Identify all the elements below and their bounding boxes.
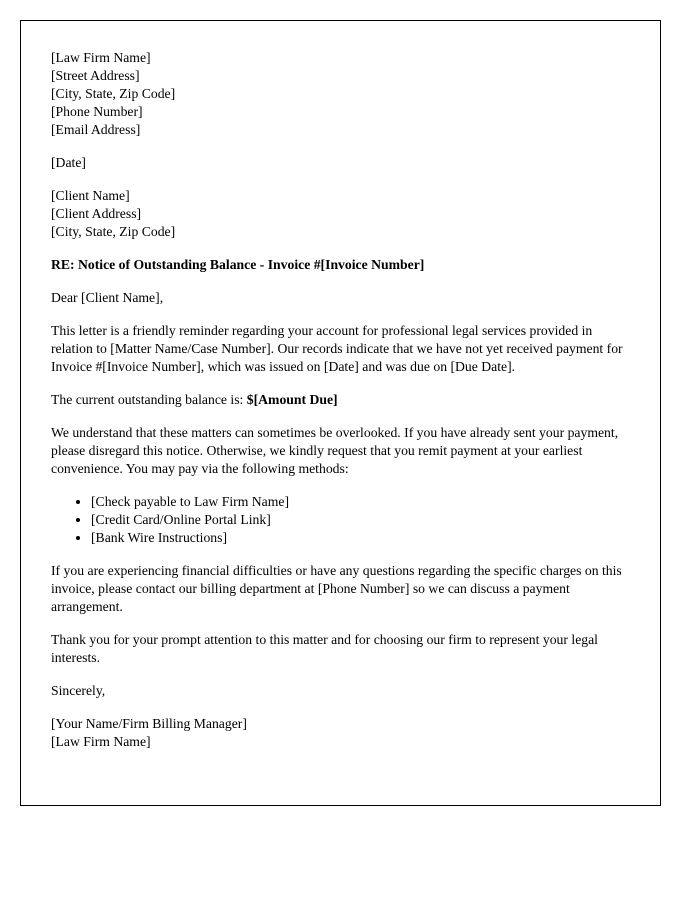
- sender-firm-name: [Law Firm Name]: [51, 50, 151, 65]
- balance-label: The current outstanding balance is:: [51, 392, 247, 407]
- recipient-name: [Client Name]: [51, 188, 130, 203]
- sender-email: [Email Address]: [51, 122, 141, 137]
- closing: Sincerely,: [51, 683, 106, 698]
- letter-body: [21, 21, 660, 751]
- balance-amount: $[Amount Due]: [246, 392, 338, 407]
- letter-border-frame: [20, 20, 661, 806]
- payment-method-card: • [Credit Card/Online Portal Link]: [91, 511, 630, 529]
- payment-method-check: • [Check payable to Law Firm Name]: [91, 493, 630, 511]
- paragraph-reminder: This letter is a friendly reminder regarding your account for professional legal services provided in relation to [Matter Name/Case Number]. Our records indicate that we have not yet received payment for Invoice #[Invoice Number], which was issued on [Date] and was due on [Due Date].: [51, 323, 623, 374]
- signature-firm-name: [Law Firm Name]: [51, 734, 151, 749]
- sender-address-block: [51, 49, 630, 139]
- payment-methods-list: [51, 493, 630, 547]
- paragraph-thanks: Thank you for your prompt attention to this matter and for choosing our firm to represent your legal interests.: [51, 632, 598, 665]
- salutation: Dear [Client Name],: [51, 290, 164, 305]
- paragraph-difficulties: If you are experiencing financial difficulties or have any questions regarding the specific charges on this invoice, please contact our billing department at [Phone Number] so we can discuss a payment arrangement.: [51, 563, 622, 614]
- subject-line: RE: Notice of Outstanding Balance - Invoice #[Invoice Number]: [51, 257, 425, 272]
- sender-phone: [Phone Number]: [51, 104, 143, 119]
- recipient-address-block: [51, 187, 630, 241]
- recipient-address: [Client Address]: [51, 206, 142, 221]
- paragraph-overlooked: We understand that these matters can sometimes be overlooked. If you have already sent your payment, please disregard this notice. Otherwise, we kindly request that you remit payment at your earliest convenience. You may pay via the following methods:: [51, 425, 619, 476]
- payment-method-wire: • [Bank Wire Instructions]: [91, 529, 630, 547]
- sender-city-state-zip: [City, State, Zip Code]: [51, 86, 176, 101]
- signature-name: [Your Name/Firm Billing Manager]: [51, 716, 247, 731]
- recipient-city-state-zip: [City, State, Zip Code]: [51, 224, 176, 239]
- signature-block: [51, 715, 630, 751]
- balance-line: [51, 391, 630, 409]
- sender-street-address: [Street Address]: [51, 68, 140, 83]
- date-line: [Date]: [51, 155, 86, 170]
